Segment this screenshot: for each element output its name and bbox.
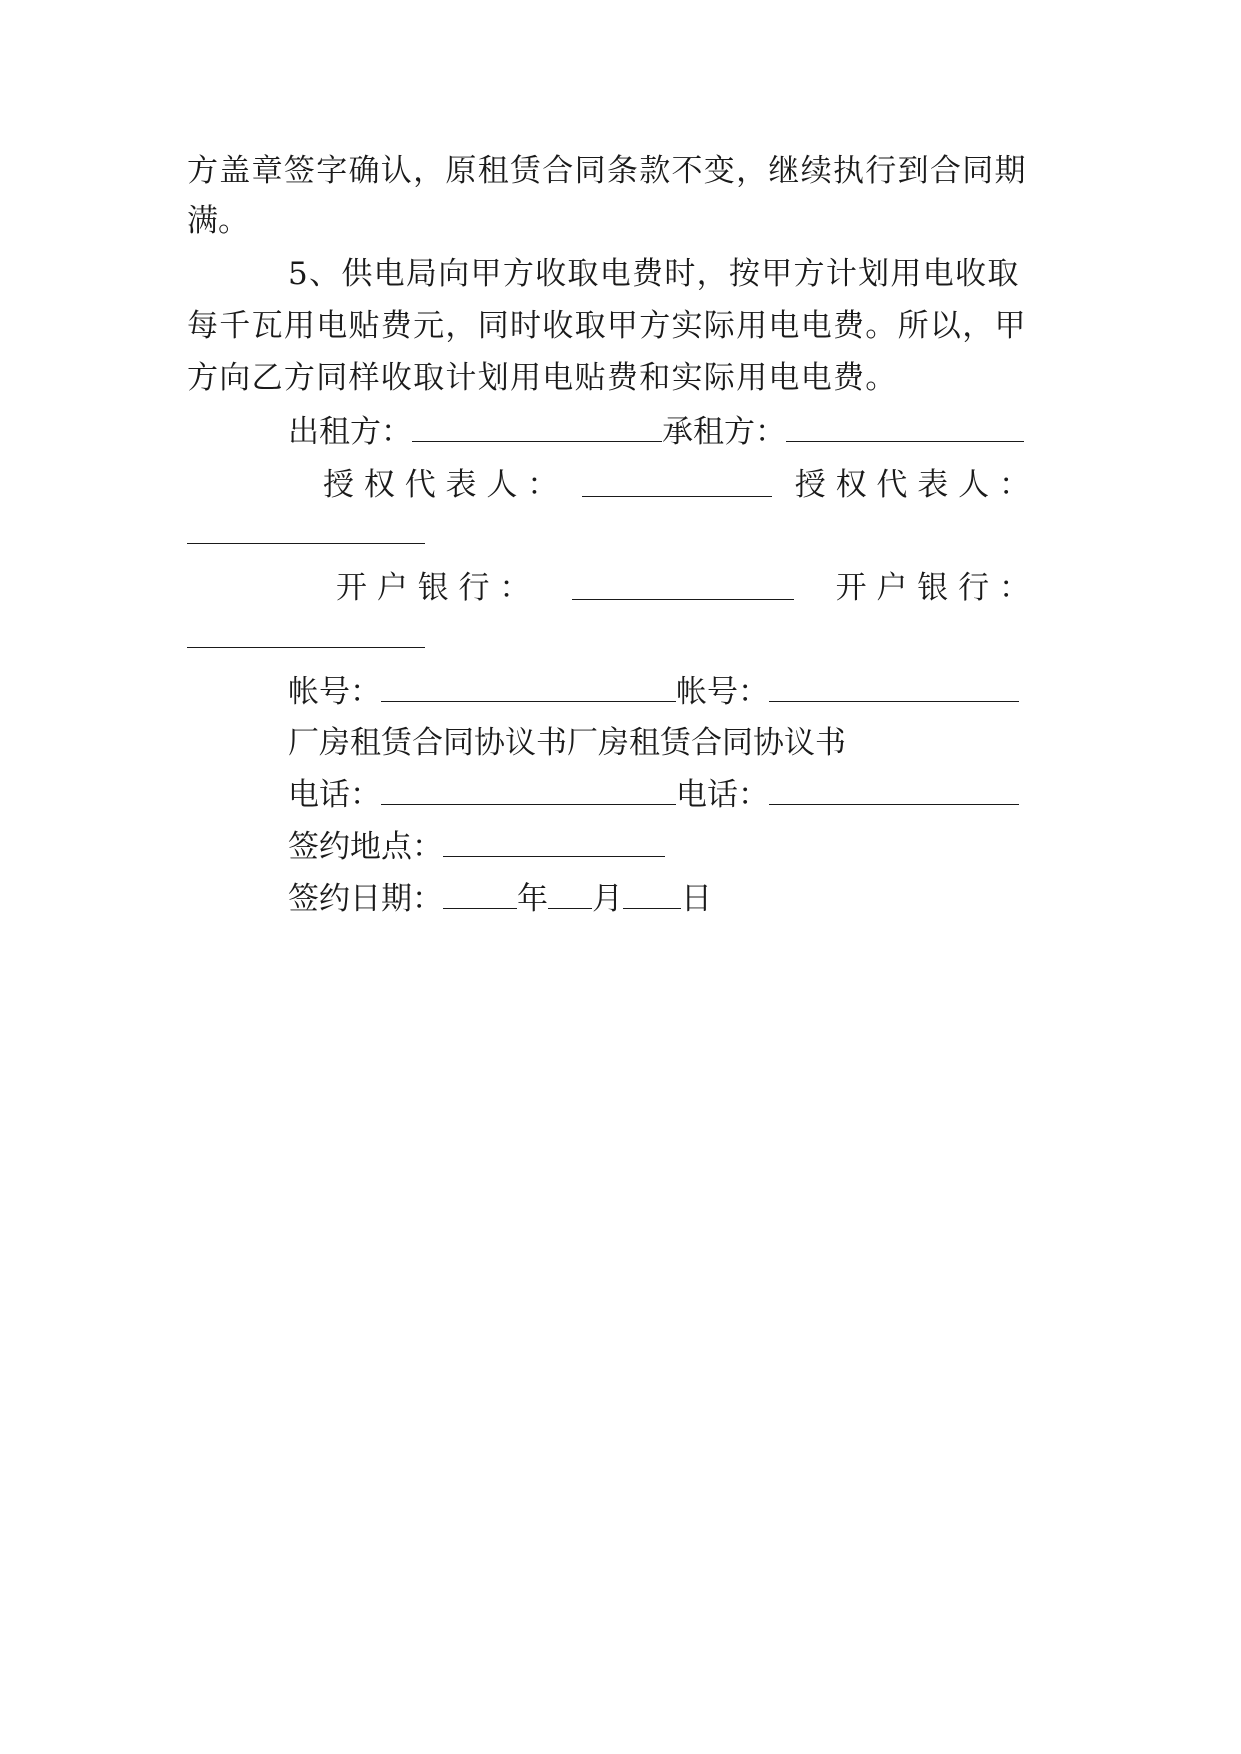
representative-label-b: 授 权 代 表 人 ： xyxy=(794,467,1030,503)
paragraph-line: 满。 xyxy=(187,203,249,239)
representative-blank-line xyxy=(187,512,1077,556)
bank-blank-a xyxy=(572,569,794,600)
phone-blank-a xyxy=(381,774,676,805)
month-blank xyxy=(548,878,592,909)
year-label: 年 xyxy=(517,881,548,917)
lessor-label: 出租方： xyxy=(288,414,412,450)
signing-date-label: 签约日期： xyxy=(288,881,443,917)
day-blank xyxy=(623,878,681,909)
day-label: 日 xyxy=(681,881,712,917)
account-blank-a xyxy=(381,671,676,702)
phone-line xyxy=(288,773,1077,817)
phone-label-a: 电话： xyxy=(288,777,381,813)
representative-blank-b xyxy=(187,513,425,544)
bank-line xyxy=(336,566,1030,610)
phone-label-b: 电话： xyxy=(676,777,769,813)
bank-blank-line xyxy=(187,616,1077,660)
account-label-b: 帐号： xyxy=(676,674,769,710)
signing-date-line xyxy=(288,877,1077,921)
signing-place-label: 签约地点： xyxy=(288,829,443,865)
bank-blank-b xyxy=(187,617,425,648)
account-line xyxy=(288,670,1077,714)
party-line xyxy=(288,410,1077,454)
lessee-blank xyxy=(786,411,1024,442)
month-label: 月 xyxy=(592,881,623,917)
paragraph-line: 方向乙方同样收取计划用电贴费和实际用电电费。 xyxy=(187,360,898,396)
bank-label-a: 开 户 银 行 ： xyxy=(336,570,531,606)
year-blank xyxy=(443,878,517,909)
bank-label-b: 开 户 银 行 ： xyxy=(835,570,1030,606)
phone-blank-b xyxy=(769,774,1019,805)
paragraph-line: 每千瓦用电贴费元，同时收取甲方实际用电电费。所以，甲 xyxy=(187,308,1027,344)
lessee-label: 承租方： xyxy=(662,414,786,450)
paragraph-line: 5、供电局向甲方收取电费时，按甲方计划用电收取 xyxy=(288,256,1020,292)
account-label-a: 帐号： xyxy=(288,674,381,710)
lessor-blank xyxy=(412,411,662,442)
account-blank-b xyxy=(769,671,1019,702)
signing-place-blank xyxy=(443,826,665,857)
representative-label-a: 授 权 代 表 人 ： xyxy=(323,467,559,503)
paragraph-line: 方盖章签字确认，原租赁合同条款不变，继续执行到合同期 xyxy=(187,153,1027,189)
contract-title-repeat: 厂房租赁合同协议书厂房租赁合同协议书 xyxy=(288,725,846,761)
representative-line xyxy=(323,463,1030,507)
signing-place-line xyxy=(288,825,1077,869)
representative-blank-a xyxy=(582,466,772,497)
